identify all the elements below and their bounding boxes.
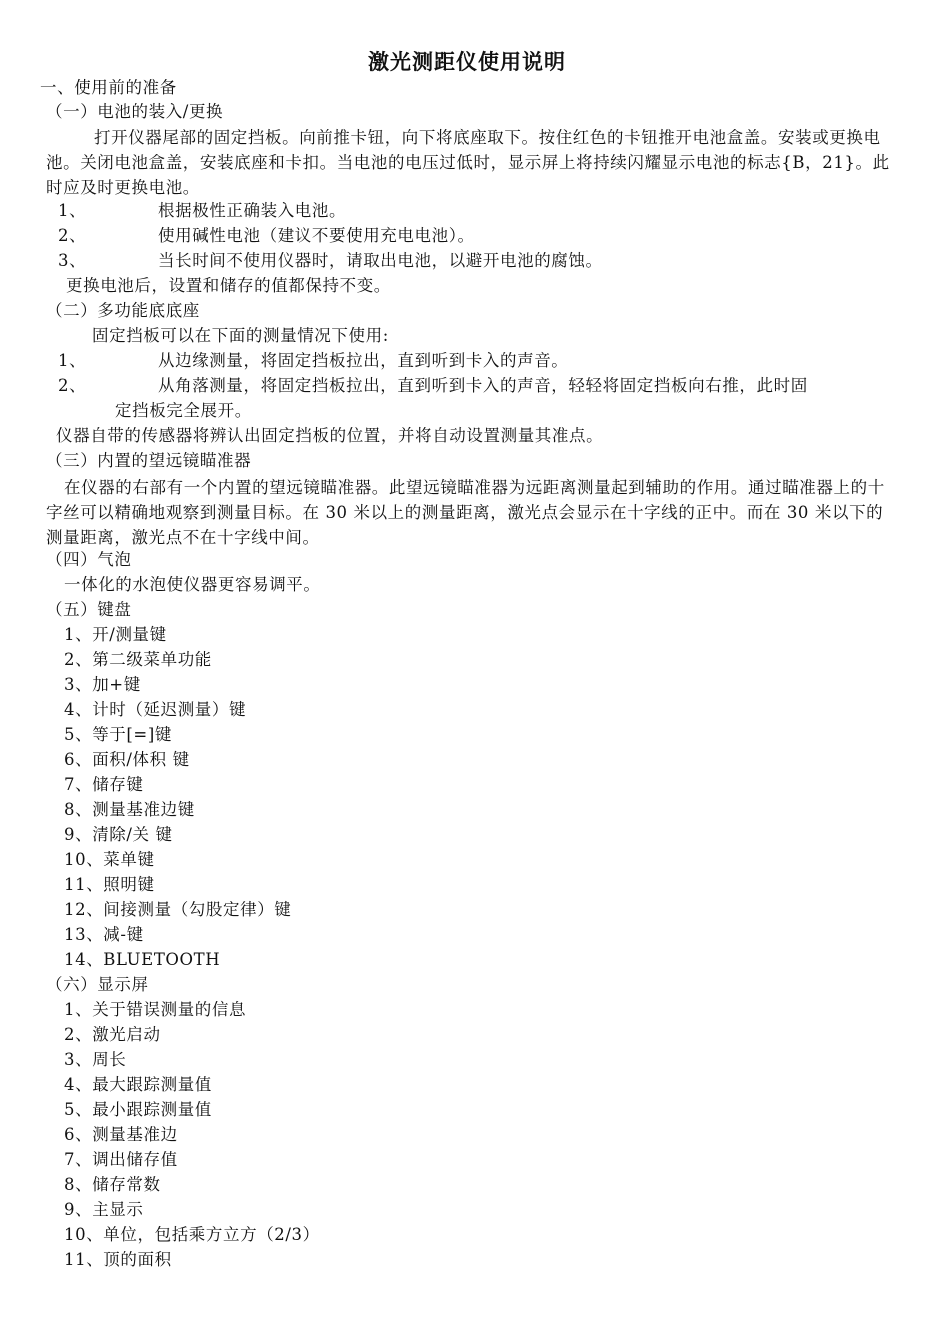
key-item: 2、第二级菜单功能 xyxy=(64,650,212,669)
list-number: 1、 xyxy=(58,351,87,370)
subsection-heading: （三）内置的望远镜瞄准器 xyxy=(46,451,252,470)
key-item: 12、间接测量（勾股定律）键 xyxy=(64,900,292,919)
paragraph: 固定挡板可以在下面的测量情况下使用: xyxy=(92,326,389,345)
key-item: 1、开/测量键 xyxy=(64,625,167,644)
note: 仪器自带的传感器将辨认出固定挡板的位置，并将自动设置测量其准点。 xyxy=(56,426,604,445)
key-item: 5、等于[=]键 xyxy=(64,725,172,744)
list-text: 从边缘测量，将固定挡板拉出，直到听到卡入的声音。 xyxy=(158,351,569,370)
subsection-heading: （五）键盘 xyxy=(46,600,132,619)
display-item: 10、单位，包括乘方立方（2/3） xyxy=(64,1225,320,1244)
display-item: 8、储存常数 xyxy=(64,1175,161,1194)
list-text: 当长时间不使用仪器时，请取出电池，以避开电池的腐蚀。 xyxy=(158,251,603,270)
key-item: 4、计时（延迟测量）键 xyxy=(64,700,247,719)
display-item: 3、周长 xyxy=(64,1050,127,1069)
document-title: 激光测距仪使用说明 xyxy=(368,50,566,74)
paragraph: 在仪器的右部有一个内置的望远镜瞄准器。此望远镜瞄准器为远距离测量起到辅助的作用。通过瞄准器上的十字丝可以精确地观察到测量目标。在 30 米以上的测量距离，激光点会显示在十字线的正中。而在 30 米以下的测量距离，激光点不在十字线中间。 xyxy=(46,478,885,547)
key-item: 14、BLUETOOTH xyxy=(64,950,221,969)
list-item xyxy=(58,200,346,222)
list-text: 从角落测量，将固定挡板拉出，直到听到卡入的声音，轻轻将固定挡板向右推，此时固 xyxy=(158,376,808,395)
list-text: 根据极性正确装入电池。 xyxy=(158,201,347,220)
subsection-heading: （六）显示屏 xyxy=(46,975,149,994)
list-number: 1、 xyxy=(58,201,87,220)
display-item: 1、关于错误测量的信息 xyxy=(64,1000,247,1019)
list-number: 3、 xyxy=(58,251,87,270)
key-item: 7、储存键 xyxy=(64,775,144,794)
list-number: 2、 xyxy=(58,226,87,245)
key-item: 6、面积/体积 键 xyxy=(64,750,190,769)
subsection-heading: （一）电池的装入/更换 xyxy=(46,102,224,121)
list-text: 使用碱性电池（建议不要使用充电电池）。 xyxy=(158,226,475,245)
key-item: 11、照明键 xyxy=(64,875,155,894)
list-text-continuation: 定挡板完全展开。 xyxy=(115,401,252,420)
display-item: 7、调出储存值 xyxy=(64,1150,178,1169)
subsection-heading: （二）多功能底底座 xyxy=(46,301,200,320)
display-item: 9、主显示 xyxy=(64,1200,144,1219)
list-item xyxy=(58,225,475,247)
paragraph: 打开仪器尾部的固定挡板。向前推卡钮，向下将底座取下。按住红色的卡钮推开电池盒盖。安装或更换电池。关闭电池盒盖，安装底座和卡扣。当电池的电压过低时，显示屏上将持续闪耀显示电池的标志{B，21}。此时应及时更换电池。 xyxy=(46,128,890,197)
section-heading: 一、使用前的准备 xyxy=(40,78,177,97)
note: 更换电池后，设置和储存的值都保持不变。 xyxy=(66,276,391,295)
key-item: 3、加+键 xyxy=(64,675,141,694)
display-item: 5、最小跟踪测量值 xyxy=(64,1100,212,1119)
display-item: 4、最大跟踪测量值 xyxy=(64,1075,212,1094)
key-item: 8、测量基准边键 xyxy=(64,800,195,819)
list-item xyxy=(58,375,808,397)
display-item: 2、激光启动 xyxy=(64,1025,161,1044)
key-item: 10、菜单键 xyxy=(64,850,155,869)
list-number: 2、 xyxy=(58,376,87,395)
key-item: 9、清除/关 键 xyxy=(64,825,173,844)
list-item xyxy=(58,250,603,272)
display-item: 6、测量基准边 xyxy=(64,1125,178,1144)
key-item: 13、减-键 xyxy=(64,925,144,944)
list-item xyxy=(58,350,568,372)
display-item: 11、顶的面积 xyxy=(64,1250,172,1269)
paragraph: 一体化的水泡使仪器更容易调平。 xyxy=(64,575,321,594)
subsection-heading: （四）气泡 xyxy=(46,550,132,569)
